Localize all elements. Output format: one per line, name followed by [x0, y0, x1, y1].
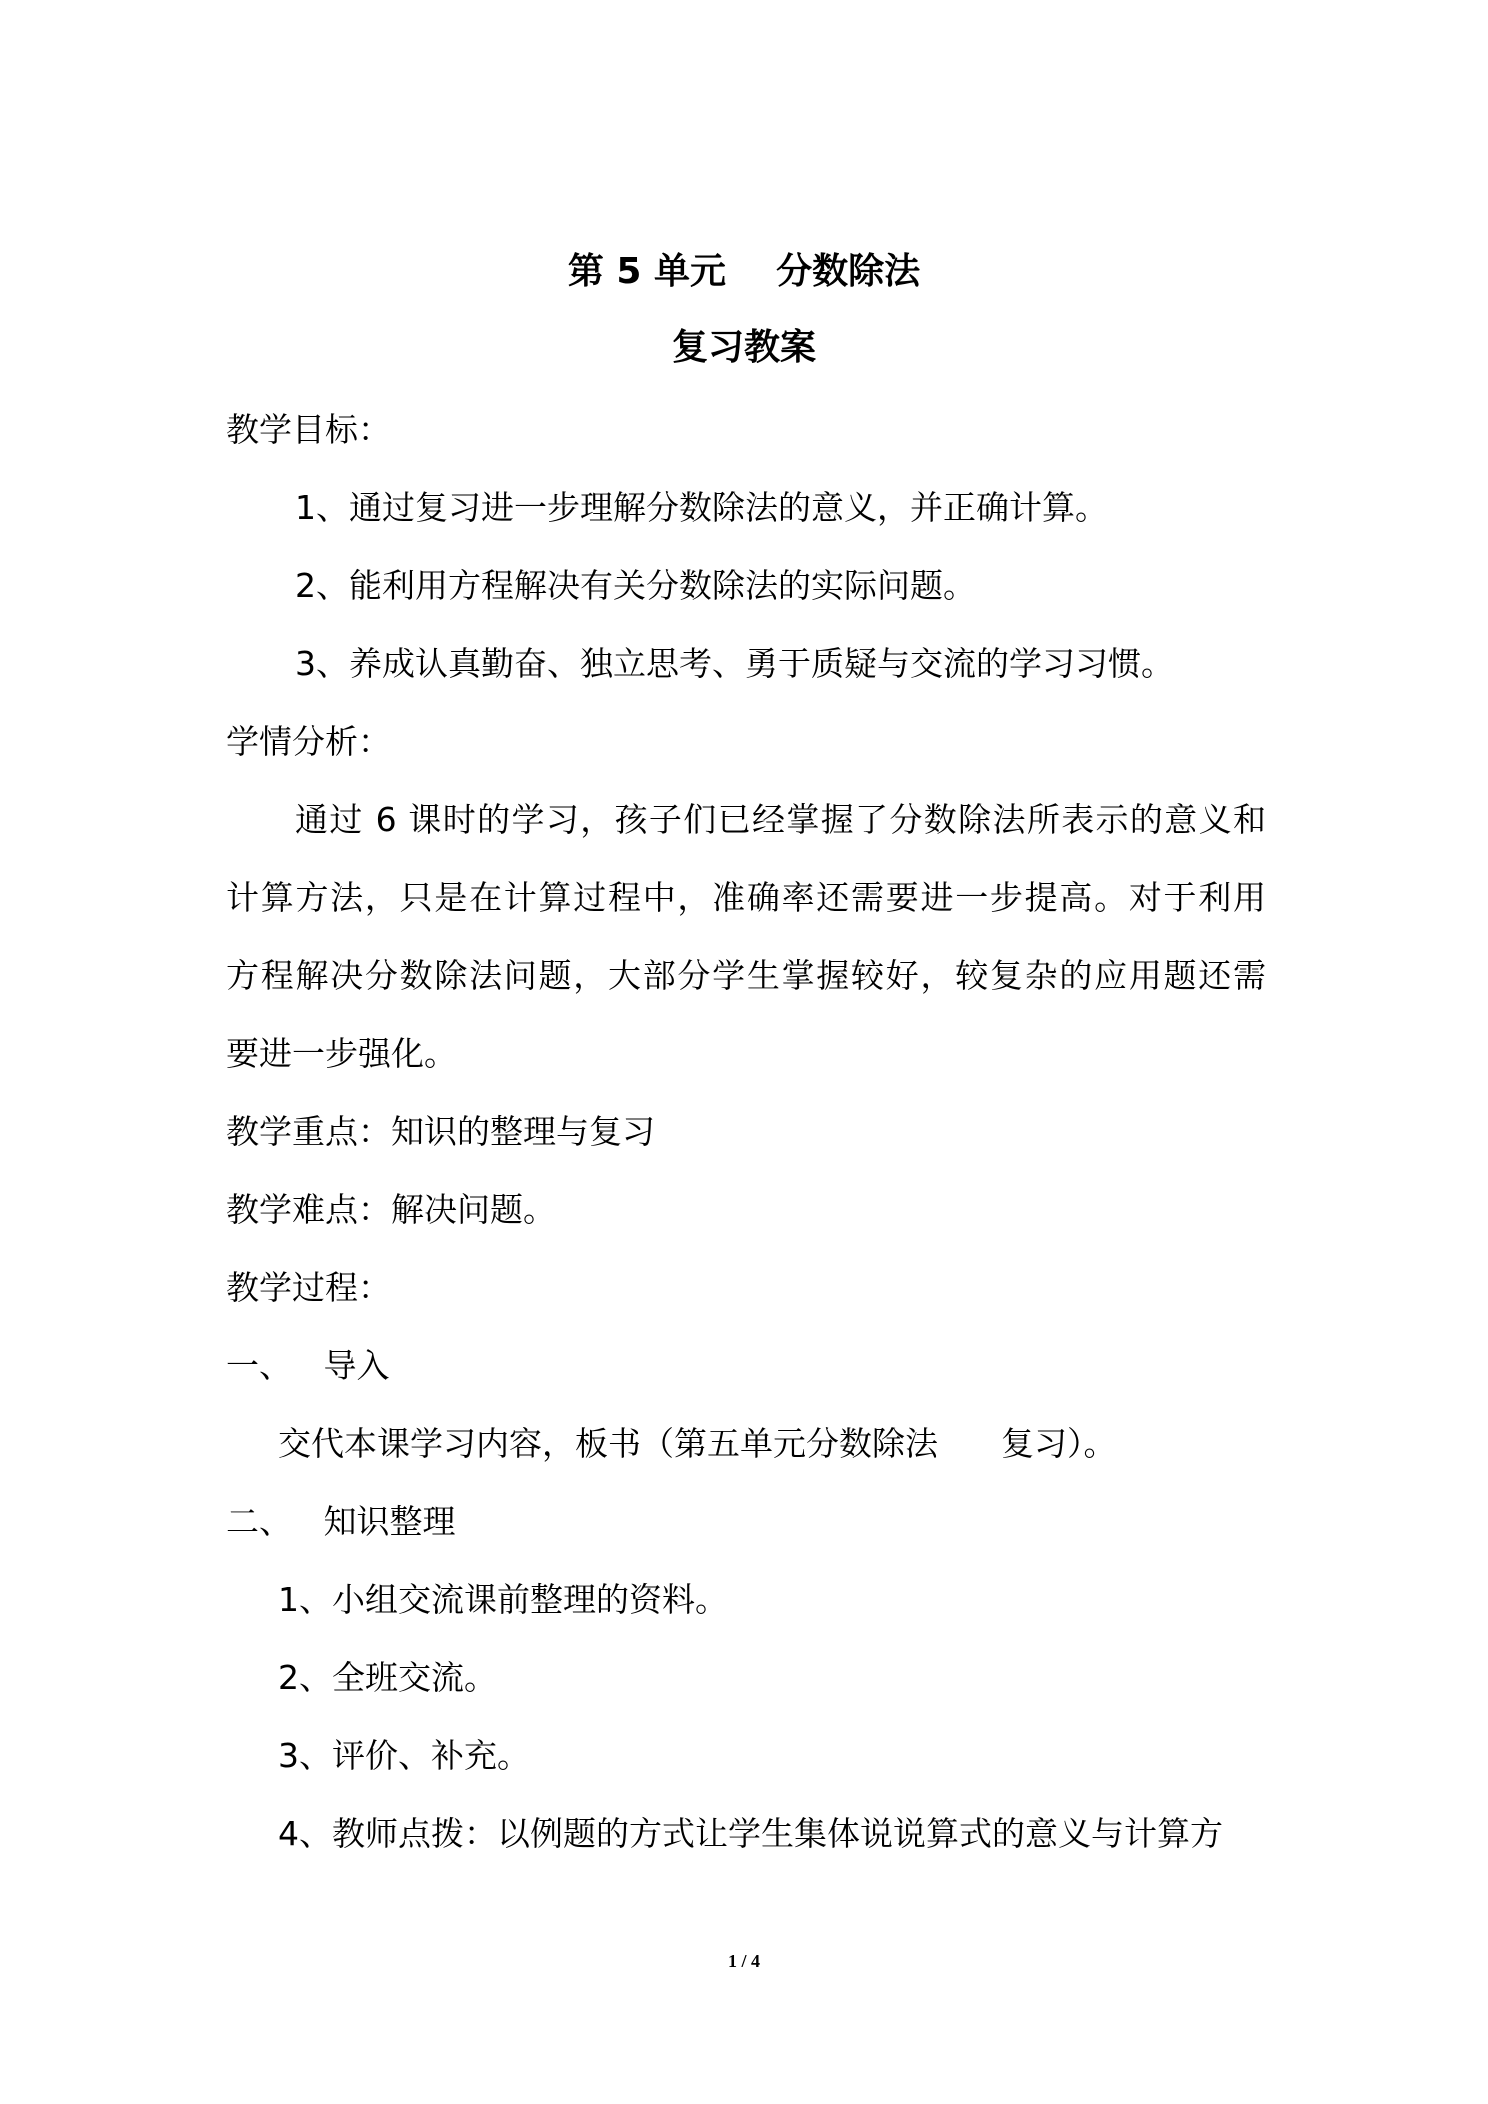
section-heading: 一、 导入 — [226, 1346, 390, 1385]
goal-item: 3、养成认真勤奋、独立思考、勇于质疑与交流的学习习惯。 — [295, 644, 1174, 683]
list-item: 4、教师点拨：以例题的方式让学生集体说说算式的意义与计算方 — [278, 1814, 1223, 1853]
analysis-line: 方程解决分数除法问题，大部分学生掌握较好，较复杂的应用题还需 — [226, 956, 1266, 995]
list-item: 1、小组交流课前整理的资料。 — [278, 1580, 728, 1619]
list-item: 3、评价、补充。 — [278, 1736, 530, 1775]
process-heading: 教学过程： — [226, 1268, 391, 1307]
goal-item: 1、通过复习进一步理解分数除法的意义，并正确计算。 — [295, 488, 1108, 527]
document-subtitle: 复习教案 — [671, 327, 816, 368]
section-text: 交代本课学习内容，板书（第五单元分数除法 复习）。 — [278, 1424, 1117, 1463]
analysis-heading: 学情分析： — [226, 722, 391, 761]
page-number: 1 / 4 — [727, 1951, 760, 1971]
analysis-line: 通过 6 课时的学习，孩子们已经掌握了分数除法所表示的意义和 — [295, 800, 1266, 839]
key-point: 教学重点：知识的整理与复习 — [226, 1112, 655, 1151]
analysis-line: 计算方法，只是在计算过程中，准确率还需要进一步提高。对于利用 — [226, 878, 1266, 917]
difficulty: 教学难点：解决问题。 — [226, 1190, 556, 1229]
list-item: 2、全班交流。 — [278, 1658, 497, 1697]
goal-item: 2、能利用方程解决有关分数除法的实际问题。 — [295, 566, 976, 605]
section-heading: 二、 知识整理 — [226, 1502, 456, 1541]
document-title: 第 5 单元 分数除法 — [567, 251, 921, 292]
analysis-line: 要进一步强化。 — [226, 1034, 457, 1073]
goals-heading: 教学目标： — [226, 410, 391, 449]
